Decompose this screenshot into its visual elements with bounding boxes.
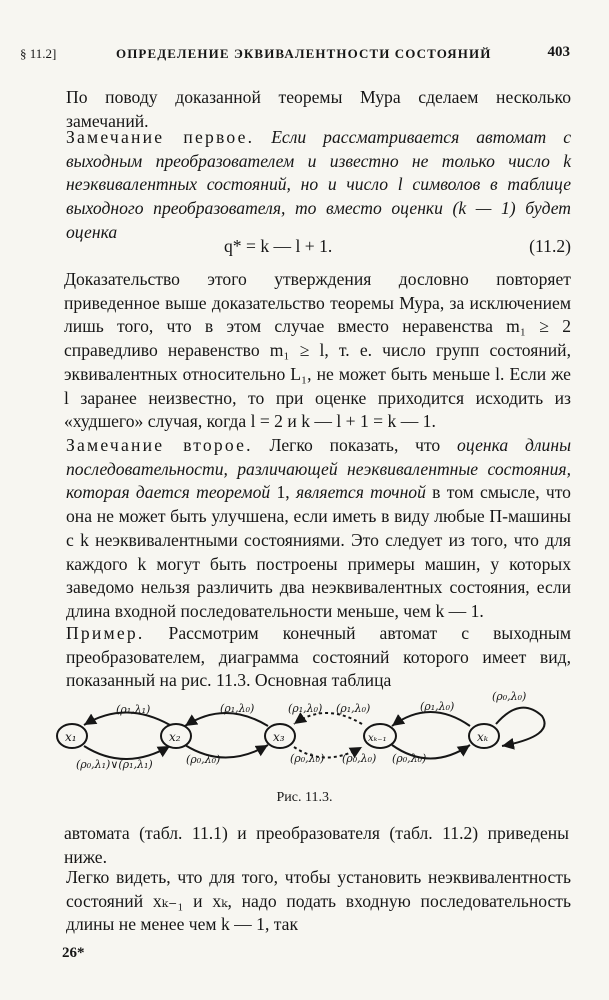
remark-two-text-1: Легко показать, что <box>269 435 441 455</box>
edge-label-4: (ρ₀,λ₀) <box>186 753 221 766</box>
edge-label-5: (ρ₁,λ₀) <box>288 702 323 715</box>
paragraph-conclusion: Легко видеть, что для того, чтобы установить неэквивалентность состояний xₖ₋₁ и xₖ, надо подать входную последовательность длины не менее чем k — 1, так <box>66 867 571 935</box>
formula-11-2 <box>64 236 571 260</box>
paragraph-proof: Доказательство этого утверждения дословно повторяет приведенное выше доказательство теоремы Мура, за исключением лишь того, что в этом случае вместо неравенства m₁ ≥ 2 справедливо неравенство m₁ ≥ l, т. е. число групп состояний, эквивалентных относительно L₁, не может быть меньше l. Если же l заранее неизвестно, то при оценке приходится исходить из «худшего» случая, когда l = 2 и k — l + 1 = k — 1. <box>64 269 571 432</box>
example-text: Рассмотрим конечный автомат с выходным преобразователем, диаграмма состояний которого имеет вид, показанный на рис. 11.3. Основная таблица <box>66 623 571 691</box>
remark-two-italic-2: является точной <box>295 482 426 503</box>
state-x3: x₃ <box>273 730 285 744</box>
state-x2: x₂ <box>169 730 181 744</box>
page-number: 403 <box>547 44 570 60</box>
running-title: ОПРЕДЕЛЕНИЕ ЭКВИВАЛЕНТНОСТИ СОСТОЯНИЙ <box>116 46 492 61</box>
edge-label-6: (ρ₁,λ₀) <box>336 702 371 715</box>
edge-label-8: (ρ₀,λ₀) <box>342 752 377 765</box>
paragraph-remark-one <box>66 126 571 245</box>
edge-xk-xk1 <box>392 712 470 726</box>
state-xk: xₖ <box>477 730 489 744</box>
figure-caption: Рис. 11.3. <box>276 790 333 805</box>
paragraph-tables: автомата (табл. 11.1) и преобразователя (табл. 11.2) приведены ниже. <box>64 823 569 867</box>
edge-label-1: (ρ₁,λ₁) <box>116 703 151 716</box>
edge-label-10: (ρ₀,λ₀) <box>392 752 427 765</box>
paragraph-remark-two <box>66 434 571 624</box>
running-header <box>20 44 570 66</box>
state-xk1: xₖ₋₁ <box>368 733 387 744</box>
paragraph-example <box>66 622 571 693</box>
remark-two-text-2: 1, <box>276 482 290 503</box>
state-x1: x₁ <box>65 730 77 744</box>
remark-two-lead: Замечание второе. <box>66 435 253 455</box>
formula-number: (11.2) <box>529 236 571 256</box>
remark-two-italic-1: оценка длины последовательности, различающей неэквивалентные состояния, которая дается теоремой <box>66 435 571 503</box>
remark-two-text-3: в том смысле, что она не может быть улучшена, если иметь в виду любые П-машины с k неэквивалентными состояниями. Это следует из того, что для каждого k могут быть построены примеры машин, у которых заведомо нельзя различить два неэквивалентных состояния, если длина входной последовательности меньше, чем k — 1. <box>66 482 571 621</box>
remark-one-lead: Замечание первое. <box>66 127 255 147</box>
paragraph-intro: По поводу доказанной теоремы Мура сделаем несколько замечаний. <box>66 87 571 131</box>
example-lead: Пример. <box>66 623 145 643</box>
edge-label-9: (ρ₁,λ₀) <box>420 700 455 713</box>
edge-label-3: (ρ₁,λ₀) <box>220 702 255 715</box>
state-diagram <box>50 688 560 798</box>
edge-xk-loop <box>496 708 545 746</box>
edge-label-11: (ρ₀,λ₀) <box>492 690 527 703</box>
formula-expression: q* = k — l + 1. <box>224 236 333 256</box>
edge-label-2: (ρ₀,λ₁)∨(ρ₁,λ₁) <box>76 758 153 771</box>
edge-label-7: (ρ₀,λ₀) <box>290 752 325 765</box>
signature-mark: 26* <box>62 945 85 961</box>
remark-one-text: Если рассматривается автомат с выходным преобразователем и известно не только число k неэквивалентных состояний, но и число l символов в таблице выходного преобразователя, то вместо оценки (k — 1) будет оценка <box>66 127 572 242</box>
section-number: § 11.2] <box>20 46 57 61</box>
